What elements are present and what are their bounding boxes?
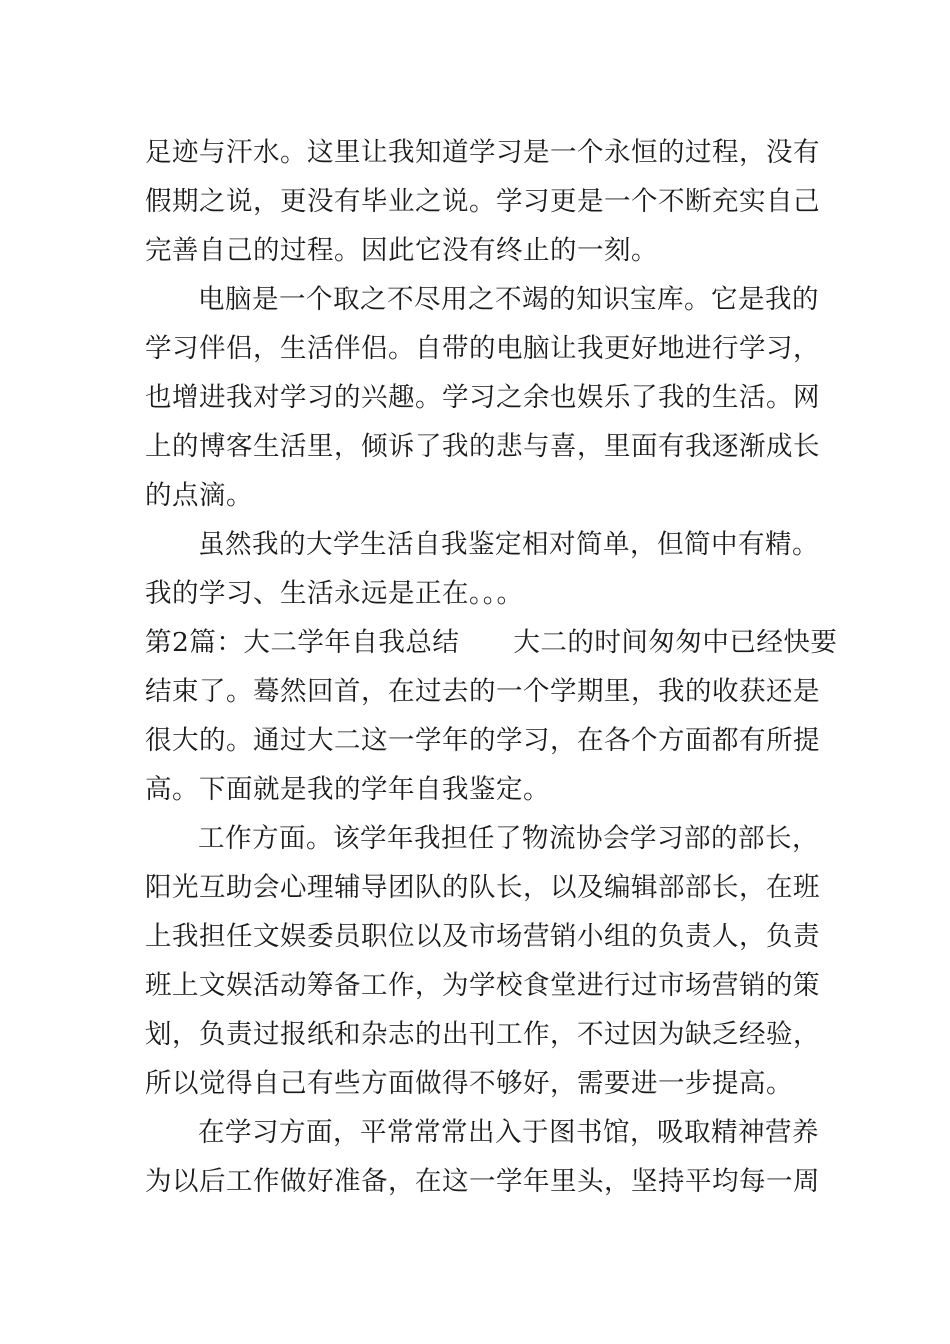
text-line: 虽然我的大学生活自我鉴定相对简单，但简中有精。 <box>198 529 819 560</box>
text-line: 也增进我对学习的兴趣。学习之余也娱乐了我的生活。网 <box>145 382 820 413</box>
text-line: 高。下面就是我的学年自我鉴定。 <box>145 774 550 805</box>
text-line: 我的学习、生活永远是正在。。。 <box>145 578 524 609</box>
text-line: 电脑是一个取之不尽用之不竭的知识宝库。它是我的 <box>198 284 819 315</box>
text-line: 所以觉得自己有些方面做得不够好，需要进一步提高。 <box>145 1068 793 1099</box>
text-line: 的点滴。 <box>145 480 253 511</box>
text-line: 结束了。蓦然回首，在过去的一个学期里，我的收获还是 <box>145 676 820 707</box>
text-line: 划，负责过报纸和杂志的出刊工作，不过因为缺乏经验， <box>145 1019 820 1050</box>
text-line: 学习伴侣，生活伴侣。自带的电脑让我更好地进行学习， <box>145 333 820 364</box>
text-line: 为以后工作做好准备，在这一学年里头，坚持平均每一周 <box>145 1166 820 1197</box>
text-line: 上的博客生活里，倾诉了我的悲与喜，里面有我逐渐成长 <box>145 431 820 462</box>
text-line: 班上文娱活动筹备工作，为学校食堂进行过市场营销的策 <box>145 970 820 1001</box>
text-line: 足迹与汗水。这里让我知道学习是一个永恒的过程，没有 <box>145 137 820 168</box>
text-line: 假期之说，更没有毕业之说。学习更是一个不断充实自己 <box>145 186 820 217</box>
text-line: 完善自己的过程。因此它没有终止的一刻。 <box>145 235 658 266</box>
body-text <box>145 128 838 1206</box>
text-line: 很大的。通过大二这一学年的学习，在各个方面都有所提 <box>145 725 820 756</box>
text-line: 第2篇：大二学年自我总结 大二的时间匆匆中已经快要 <box>145 627 838 658</box>
text-line: 阳光互助会心理辅导团队的队长，以及编辑部部长，在班 <box>145 872 820 903</box>
text-line: 工作方面。该学年我担任了物流协会学习部的部长， <box>198 823 819 854</box>
text-line: 在学习方面，平常常常出入于图书馆，吸取精神营养 <box>198 1117 819 1148</box>
text-line: 上我担任文娱委员职位以及市场营销小组的负责人，负责 <box>145 921 820 952</box>
